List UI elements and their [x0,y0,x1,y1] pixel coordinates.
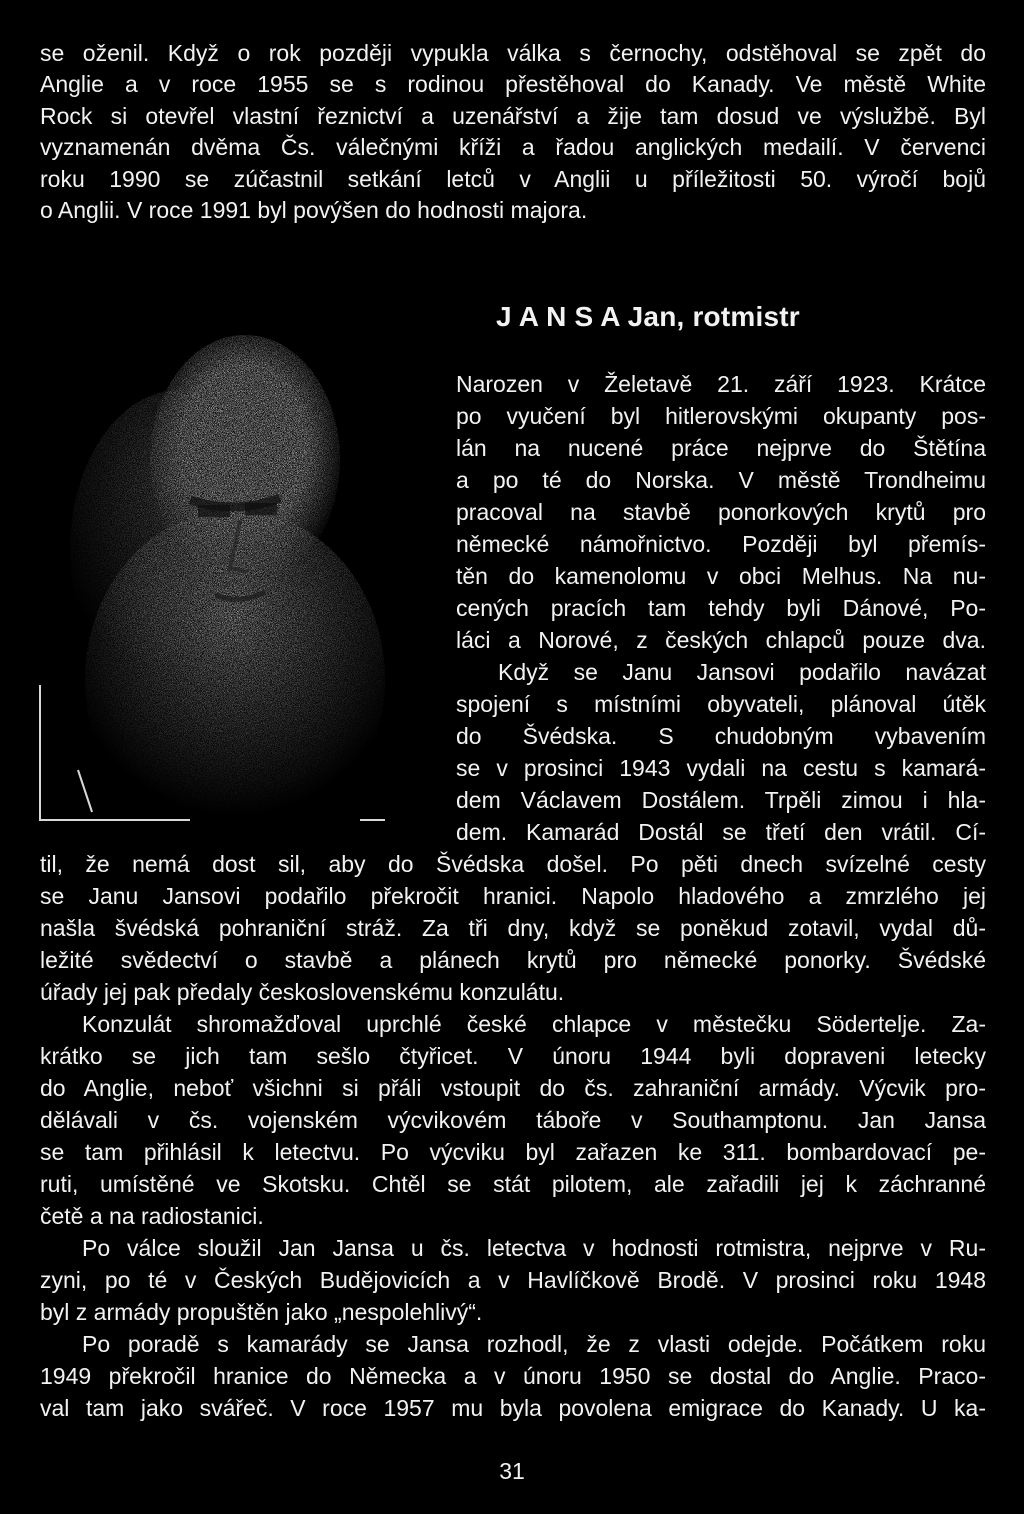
text-line: Narozen v Želetavě 21. září 1923. Krátce [456,371,986,397]
text-line: Po válce sloužil Jan Jansa u čs. letectva v hodnosti rotmistra, nejprve v Ru- [82,1235,986,1261]
text-line: Anglie a v roce 1955 se s rodinou přestěhoval do Kanady. Ve městě White [40,71,986,97]
text-line: dem. Kamarád Dostál se třetí den vrátil. Cí- [456,819,986,845]
text-line: o Anglii. V roce 1991 byl povýšen do hodnosti majora. [40,197,588,223]
text-line: val tam jako svářeč. V roce 1957 mu byla povolena emigrace do Kanady. U ka- [40,1395,986,1421]
text-line: našla švédská pohraniční stráž. Za tři dny, když se poněkud zotavil, vydal dů- [40,915,986,941]
text-line: po vyučení byl hitlerovskými okupanty pos- [456,403,986,429]
text-line: til, že nemá dost sil, aby do Švédska došel. Po pěti dnech svízelné cesty [40,851,986,877]
text-line: se Janu Jansovi podařilo překročit hranici. Napolo hladového a zmrzlého jej [40,883,986,909]
text-line: byl z armády propuštěn jako „nespolehlivý“. [40,1299,483,1325]
text-line: dělávali v čs. vojenském výcvikovém táboře v Southamptonu. Jan Jansa [40,1107,986,1133]
text-line: 1949 překročil hranice do Německa a v únoru 1950 se dostal do Anglie. Praco- [40,1363,986,1389]
text-line: Po poradě s kamarády se Jansa rozhodl, že z vlasti odejde. Počátkem roku [82,1331,986,1357]
text-line: ležité svědectví o stavbě a plánech krytů pro německé ponorky. Švédské [40,947,986,973]
text-line: se oženil. Když o rok později vypukla válka s černochy, odstěhoval se zpět do [40,40,986,66]
text-line: Rock si otevřel vlastní řeznictví a uzenářství a žije tam dosud ve výslužbě. Byl [40,103,986,129]
text-line: se v prosinci 1943 vydali na cestu s kamará- [456,755,986,781]
text-line: úřady jej pak předaly československému konzulátu. [40,979,565,1005]
text-line: německé námořnictvo. Později byl přemís- [456,531,986,557]
text-line: cených pracích tam tehdy byli Dánové, Po- [456,595,986,621]
page-number: 31 [499,1458,525,1484]
text-line: vyznamenán dvěma Čs. válečnými kříži a řadou anglických medailí. V červenci [40,134,986,160]
text-line: těn do kamenolomu v obci Melhus. Na nu- [456,563,986,589]
text-line: láci a Norové, z českých chlapců pouze dva. [456,627,986,653]
section-heading: J A N S A Jan, rotmistr [496,301,800,332]
text-line: dem Václavem Dostálem. Trpěli zimou i hla- [456,787,986,813]
text-line: krátko se jich tam sešlo čtyřicet. V únoru 1944 byli dopraveni letecky [40,1043,986,1069]
text-line: zyni, po té v Českých Budějovicích a v Havlíčkově Brodě. V prosinci roku 1948 [40,1267,986,1293]
text-line: ruti, umístěné ve Skotsku. Chtěl se stát pilotem, ale zařadili jej k záchranné [40,1171,986,1197]
text-line: pracoval na stavbě ponorkových krytů pro [456,499,986,525]
text-line: Konzulát shromažďoval uprchlé české chlapce v městečku Södertelje. Za- [82,1011,986,1037]
text-line: se tam přihlásil k letectvu. Po výcviku byl zařazen ke 311. bombardovací pe- [40,1139,986,1165]
portrait-photo [30,300,450,830]
text-line: roku 1990 se zúčastnil setkání letců v Anglii u příležitosti 50. výročí bojů [40,166,986,192]
text-line: a po té do Norska. V městě Trondheimu [456,467,986,493]
text-line: spojení s místními obyvateli, plánoval útěk [456,691,986,717]
text-line: do Anglie, neboť všichni si přáli vstoupit do čs. zahraniční armády. Výcvik pro- [40,1075,986,1101]
text-line: lán na nucené práce nejprve do Štětína [456,435,986,461]
text-line: četě a na radiostanici. [40,1203,264,1229]
text-line: do Švédska. S chudobným vybavením [456,723,986,749]
text-line: Když se Janu Jansovi podařilo navázat [498,659,986,685]
